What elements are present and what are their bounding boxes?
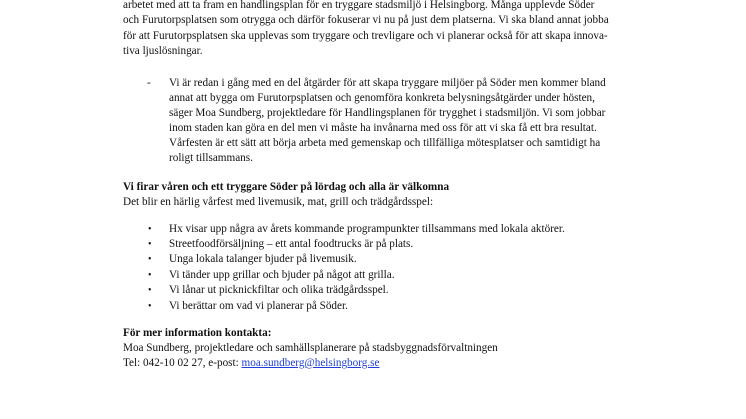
quote-line: annat att bygga om Furutorpsplatsen och genomföra konkreta belysningsåtgärder under hösten, [169,92,595,104]
bullet-item: Unga lokala talanger bjuder på livemusik. [169,253,357,265]
intro-line: tiva ljuslösningar. [123,45,203,57]
intro-line: och Furutorpsplatsen som otrygga och därför fokuserar vi nu på just dem platserna. Vi ska bland annat jobba [123,14,609,26]
event-description: Det blir en härlig vårfest med livemusik, mat, grill och trädgårdsspel: [123,196,434,208]
contact-person: Moa Sundberg, projektledare och samhällsplanerare på stadsbyggnadsförvaltningen [123,342,498,354]
contact-details [123,356,379,371]
bullet-marker: • [148,270,152,281]
quote-line: roligt tillsammans. [169,152,253,164]
bullet-marker: • [148,285,152,296]
bullet-marker: • [148,301,152,312]
contact-phone: Tel: 042-10 02 27, e-post: [123,357,242,369]
bullet-item: Vi tänder upp grillar och bjuder på något att grilla. [169,269,395,281]
bullet-item: Vi lånar ut picknickfiltar och olika trädgårdsspel. [169,284,389,296]
quote-line: Vårfesten är ett sätt att börja arbeta med gemenskap och tillfälliga mötesplatser och samtidigt ha [169,137,601,149]
quote-dash-marker: - [147,77,151,89]
event-heading: Vi firar våren och ett tryggare Söder på lördag och alla är välkomna [123,181,450,193]
contact-heading: För mer information kontakta: [123,327,272,339]
bullet-marker: • [148,239,152,250]
intro-line: arbetet med att ta fram en handlingsplan för en tryggare stadsmiljö i Helsingborg. Många upplevde Söder [123,0,595,11]
bullet-item: Hx visar upp några av årets kommande programpunkter tillsammans med lokala aktörer. [169,223,565,235]
email-link[interactable]: moa.sundberg@helsingborg.se [241,357,380,369]
bullet-marker: • [148,254,152,265]
intro-line: för att Furutorpsplatsen ska upplevas som tryggare och trevligare och vi planerar också för att skapa innova- [123,30,608,42]
quote-line: säger Moa Sundberg, projektledare för Handlingsplanen för trygghet i stadsmiljön. Vi som jobbar [169,107,606,119]
bullet-item: Streetfoodförsäljning – ett antal foodtrucks är på plats. [169,238,414,250]
quote-line: inom staden kan göra en del men vi måste ha invånarna med oss för att vi ska få ett bra resultat. [169,122,597,134]
bullet-marker: • [148,224,152,235]
quote-line: Vi är redan i gång med en del åtgärder för att skapa tryggare miljöer på Söder men kommer bland [169,77,606,89]
bullet-item: Vi berättar om vad vi planerar på Söder. [169,300,348,312]
